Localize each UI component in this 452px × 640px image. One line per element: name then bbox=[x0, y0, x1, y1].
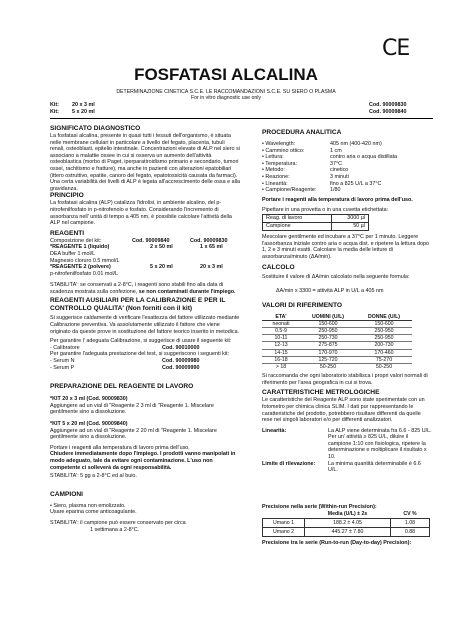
reagent-2-row bbox=[50, 264, 240, 271]
param-key: • Reazione: bbox=[262, 173, 290, 180]
serum-p-code: Cod. 90009990 bbox=[162, 364, 200, 371]
param-key: • Wavelength: bbox=[262, 141, 296, 147]
prec-cell: 0.88 bbox=[391, 528, 430, 537]
table-header-row bbox=[262, 314, 412, 321]
calcolo-text: Sostituire il valore di ΔA/min calcolato nella seguente formula: bbox=[262, 274, 410, 281]
caratteristiche-text: Le caratteristiche del Reagente ALP sono state sperimentate con un fotometro per chimica clinica SLIM. I dati pur rappresentando le caratteristiche del prodotto, potrebbero risultare differenti da quelle rese nei singoli laboratori e/o per differenti analizzatori. bbox=[262, 397, 425, 424]
precision-title: Precisione nella serie (Within-run Precision): bbox=[262, 503, 377, 510]
linearity-text: La ALP viene determinata fra 6.6 - 825 U/L. Per un' attività ≥ 825 U/L, diluire il campione 1:10 con fisiologica, ripetere la determinazione e moltiplicare il risultato x 10. bbox=[328, 427, 432, 461]
param-key: • Campione/Reagente: bbox=[262, 187, 317, 194]
ausiliari-text-3: Per garantire l'adeguata prestazione del test, si suggeriscono i seguenti kit: bbox=[50, 351, 230, 358]
ref-cell: 14-15 bbox=[262, 349, 300, 356]
ref-cell: neonati bbox=[262, 320, 300, 327]
linearity-label: Linearità: bbox=[262, 427, 287, 434]
kit-1-code: Cod. 90009830 bbox=[369, 102, 407, 108]
header-divider bbox=[50, 118, 433, 119]
param-key: • Linearità: bbox=[262, 180, 288, 187]
param-key: • Metodo: bbox=[262, 167, 285, 174]
pipette-cell: 50 µl bbox=[332, 222, 369, 230]
table-header-row bbox=[263, 510, 430, 519]
table-row bbox=[262, 363, 412, 370]
ref-cell: 250-730 bbox=[300, 335, 356, 342]
ref-cell: 16-18 bbox=[262, 356, 300, 363]
composition-row bbox=[50, 238, 240, 245]
table-row bbox=[262, 349, 412, 356]
kit-1-prep-text: Aggiungere ad un vial di "Reagente 2 3 ml di "Reagente 1. Miscelare gentilmente sino a dissoluzione. bbox=[50, 402, 214, 416]
section-title-procedura: PROCEDURA ANALITICA bbox=[262, 129, 342, 136]
ref-cell: 150-600 bbox=[300, 320, 356, 327]
ref-note: Si raccomanda che ogni laboratorio stabilisca i propri valori normali di riferimento per l'area geografica in cui si trova. bbox=[262, 373, 428, 386]
reference-table bbox=[262, 314, 412, 371]
formula: ΔA/min x 3300 = attività ALP in U/L a 405 nm bbox=[276, 287, 384, 294]
section-title-preparazione: PREPARAZIONE DEL REAGENTE DI LAVORO bbox=[50, 383, 194, 391]
serum-p-label: - Serum P bbox=[50, 364, 75, 371]
table-row bbox=[262, 342, 412, 349]
prep-warning: Chiudere immediatamente dopo l'impiego. I prodotti vanno manipolati in modo adeguato, tale da evitare ogni contaminazione. L'uso non competente ci solleverà da ogni responsabilità. bbox=[50, 451, 236, 471]
ref-header: UOMINI (U/L) bbox=[300, 314, 356, 321]
kit-2-label: Kit: bbox=[50, 109, 59, 115]
campioni-text-3: STABILITA': il campione può essere conservato per circa bbox=[50, 519, 186, 526]
calibrator-label: - Calibratore bbox=[50, 344, 80, 351]
param-row bbox=[262, 167, 432, 174]
prep-text-1: Portare i reagenti alla temperatura di lavoro prima dell'uso. bbox=[50, 444, 190, 451]
reagent-2-label: *REAGENTE 2 (polvere) bbox=[50, 264, 111, 271]
subtitle-ivd: For in vitro diagnostic use only bbox=[190, 95, 262, 101]
ref-cell: 50-250 bbox=[375, 363, 393, 370]
prec-header: Media (U/L) ± 2s bbox=[327, 511, 368, 518]
principio-text: La fosfatasi alcalina (ALP) catalizza l'idrolisi, in ambiente alcalino, del p-nitrofenilfosfato in p-nitrofenolo e fosfato. Considerando l'incremento di assorbanza nell' unità di tempo a 405 nm, è possibile calcolare l'attività della ALP nel campione. bbox=[50, 200, 232, 227]
table-row bbox=[263, 519, 430, 528]
mix-text: Mescolare gentilmente ed incubare a 37°C per 1 minuto. Leggere l'assorbanza iniziale contro aria o acqua dist. e ripetere la lettura dopo 1, 2 e 3 minuti esatti. Calcolare la media delle letture di assorbanza/minuto (ΔA/min). bbox=[262, 233, 430, 260]
param-row bbox=[262, 181, 432, 188]
serum-n-label: - Serum N bbox=[50, 358, 75, 365]
kit-2-size: 5 x 20 ml bbox=[72, 109, 95, 115]
campioni-text-1: • Siero, plasma non emolizzato. bbox=[50, 502, 126, 509]
linearity-row bbox=[262, 428, 432, 461]
table-row bbox=[263, 214, 369, 222]
param-value: 405 nm (400-420 nm) bbox=[330, 141, 382, 147]
table-row bbox=[262, 356, 412, 363]
composition-code-2: Cod. 90009830 bbox=[190, 237, 228, 244]
section-title-ausiliari: REAGENTI AUSILIARI PER LA CALIBRAZIONE E PER IL CONTROLLO QUALITA' (Non forniti con il kit) bbox=[50, 297, 226, 313]
prec-header bbox=[263, 510, 305, 519]
serum-n-row bbox=[50, 358, 240, 365]
ref-header: ETA' bbox=[262, 314, 300, 321]
param-row bbox=[262, 161, 432, 168]
left-column bbox=[50, 125, 240, 533]
reagent-1-line-1: DEA buffer 1 mol/L bbox=[50, 250, 96, 257]
subtitle: DETERMINAZIONE CINETICA S.C.E. LE RACCOMANDAZIONI S.C.E. SU SIERO O PLASMA bbox=[116, 89, 336, 95]
serum-p-row bbox=[50, 365, 240, 372]
reagent-1-label: *REAGENTE 1 (liquido) bbox=[50, 244, 110, 251]
limit-label: Limite di rilevazione: bbox=[262, 460, 316, 467]
reagent-1-row bbox=[50, 244, 240, 251]
pipette-cell: Reag. di lavoro bbox=[263, 214, 332, 222]
prec-cell: 188.2 ± 4.05 bbox=[305, 519, 391, 528]
kit-1-size: 20 x 3 ml bbox=[72, 102, 95, 108]
kit-2-prep-text: Aggiungere ad un vial di "Reagente 2 20 ml di "Reagente 1. Miscelare gentilmente sino a dissoluzione. bbox=[50, 427, 217, 441]
prec-header: CV % bbox=[403, 511, 417, 518]
reagent-1-qty-a: 2 x 50 ml bbox=[150, 244, 173, 251]
ausiliari-text-2: Per garantire l' adeguata Calibrazione, si suggerisce di usare il seguente kit: bbox=[50, 338, 232, 345]
campioni-text-2: Usare eparina come anticoagulante. bbox=[50, 509, 137, 516]
kit-1-prep-title: *KIT 20 x 3 ml (Cod. 90009830) bbox=[50, 396, 128, 403]
ref-cell: 75-270 bbox=[356, 356, 412, 363]
kit-2-code: Cod. 90009840 bbox=[369, 109, 407, 115]
ref-cell: 0.5-9 bbox=[262, 327, 300, 334]
table-row bbox=[263, 528, 430, 537]
reagent-1-qty-b: 1 x 65 ml bbox=[200, 244, 223, 251]
param-key: • Temperatura: bbox=[262, 160, 298, 167]
param-row bbox=[262, 148, 432, 155]
section-title-caratteristiche: CARATTERISTICHE METROLOGICHE bbox=[262, 389, 380, 397]
ref-cell: 50-250 bbox=[319, 363, 337, 370]
calibrator-row bbox=[50, 345, 240, 352]
ref-cell: > 18 bbox=[275, 363, 287, 370]
prec-cell: 1.08 bbox=[391, 519, 430, 528]
param-row bbox=[262, 154, 432, 161]
ausiliari-text-1: Si suggerisce caldamente di verificare l'esattezza del fattore utilizzato mediante Calibrazione preventiva. Va assolutamente utilizzato il fattore che viene originato da queste prove in sostituzione del fattore teorico inserito in metodica. bbox=[50, 315, 240, 335]
table-row bbox=[263, 222, 369, 230]
stability-text: STABILITA': se conservati a 2-8°C, i reagenti sono stabili fino alla data di scadenza mostrata sulla confezione, se non contaminati durante l'impiego. bbox=[50, 282, 236, 295]
table-row bbox=[262, 335, 412, 342]
pipette-text: Pipettare in una provetta o in una cuvetta etichettata: bbox=[262, 207, 389, 214]
ref-cell: 275-875 bbox=[300, 342, 356, 349]
limit-text: La minima quantità determinabile è 6.6 U/L. bbox=[328, 460, 421, 474]
params-list bbox=[262, 141, 432, 194]
prec-cell: Umano 2 bbox=[263, 528, 305, 537]
serum-n-code: Cod. 90009980 bbox=[162, 358, 200, 365]
reagent-1-line-2: Magnesio cloruro 0.5 mmol/L bbox=[50, 257, 120, 264]
ref-cell: 250-950 bbox=[300, 327, 356, 334]
campioni-text-4: 1 settimana a 2-8°C. bbox=[90, 526, 140, 533]
ref-cell: 200-730 bbox=[356, 342, 412, 349]
ref-cell: 250-950 bbox=[356, 335, 412, 342]
procedura-bold: Portare i reagenti alla temperatura di lavoro prima dell'uso. bbox=[262, 196, 413, 203]
ref-cell: 12-13 bbox=[262, 342, 300, 349]
section-title-significato: SIGNIFICATO DIAGNOSTICO bbox=[50, 125, 141, 132]
composition-code-1: Cod. 90009840 bbox=[132, 237, 170, 244]
param-key: • Lettura: bbox=[262, 154, 284, 161]
reagent-2-qty-a: 5 x 20 ml bbox=[150, 264, 173, 271]
ref-header: DONNE (U/L) bbox=[356, 314, 412, 321]
ref-cell: 250-950 bbox=[356, 327, 412, 334]
ref-cell: 170-970 bbox=[300, 349, 356, 356]
ref-cell: 150-600 bbox=[356, 320, 412, 327]
param-value: 1 cm bbox=[330, 147, 342, 154]
page-title: FOSFATASI ALCALINA bbox=[134, 65, 318, 84]
param-key: • Cammino ottico: bbox=[262, 147, 305, 154]
prec-cell: 445.27 ± 7.80 bbox=[305, 528, 391, 537]
pipette-table bbox=[262, 214, 369, 231]
section-title-calcolo: CALCOLO bbox=[262, 264, 295, 272]
prep-stability: STABILITA': 5 gg a 2-8°C ed al buio. bbox=[50, 473, 137, 480]
ce-mark: CE bbox=[382, 36, 410, 61]
table-row bbox=[262, 327, 412, 334]
param-value: contro aria o acqua distillata bbox=[330, 154, 398, 161]
significato-text: La fosfatasi alcalina, presente in quasi tutti i tessuti dell'organismo, è situata nelle membrane cellulari in particolare a livello del fegato, placenta, tubuli renali, osteoblasti, epitelio intestinale. Concentrazioni elevate di ALP nel siero si associano a malattie ossee in cui si osserva un aumento dell'attività osteoblastica (morbo di Paget, iperparatiroidismo primario e secondario, tumori ossei, rachitismo e fratture), ma anche in pazienti con alterazioni epatobiliari (ittero ostruttivo, epatite, canoro del fegato, epatotossicità causata da farmaci). Una certa variabilità dei livelli di ALP è legata all'accrescimento delle ossa e alla gravidanza. bbox=[50, 133, 241, 192]
param-value: fino a 825 U/L a 37°C bbox=[330, 180, 382, 187]
reagent-2-line-1: p-nitrofenilfosfato 0.01 mol/L bbox=[50, 270, 119, 277]
limit-row bbox=[262, 461, 432, 474]
param-value: cinetico bbox=[330, 167, 349, 174]
section-title-valori: VALORI DI RIFERIMENTO bbox=[262, 301, 342, 309]
calibrator-code: Cod. 90010000 bbox=[162, 344, 200, 351]
table-row bbox=[262, 320, 412, 327]
pipette-cell: 3000 µl bbox=[332, 214, 369, 222]
pipette-cell: Campione bbox=[263, 222, 332, 230]
reagent-2-qty-b: 20 x 3 ml bbox=[200, 264, 223, 271]
precision-table bbox=[262, 510, 430, 537]
ref-cell: 10-11 bbox=[262, 335, 300, 342]
composition-label: Composizione dei kit: bbox=[50, 237, 102, 244]
section-title-principio: PRINCIPIO bbox=[50, 192, 84, 200]
ref-cell: 125-720 bbox=[300, 356, 356, 363]
ref-cell: 170-460 bbox=[356, 349, 412, 356]
section-title-campioni: CAMPIONI bbox=[50, 490, 83, 498]
prec-cell: Umano 1 bbox=[263, 519, 305, 528]
section-title-reagenti: REAGENTI bbox=[50, 229, 85, 237]
param-value: 1/80 bbox=[330, 187, 341, 194]
param-row bbox=[262, 174, 432, 181]
kit-2-prep-title: *KIT 5 x 20 ml (Cod. 90009840) bbox=[50, 421, 128, 427]
param-row bbox=[262, 141, 432, 148]
kit-1-label: Kit: bbox=[50, 102, 59, 108]
param-row bbox=[262, 187, 432, 194]
right-column bbox=[262, 125, 432, 547]
precision-title-2: Precisione tra le serie (Run-to-run (Day-to-day) Precision): bbox=[262, 540, 412, 547]
param-value: 37°C bbox=[330, 160, 343, 167]
param-value: 3 minuti bbox=[330, 173, 349, 180]
